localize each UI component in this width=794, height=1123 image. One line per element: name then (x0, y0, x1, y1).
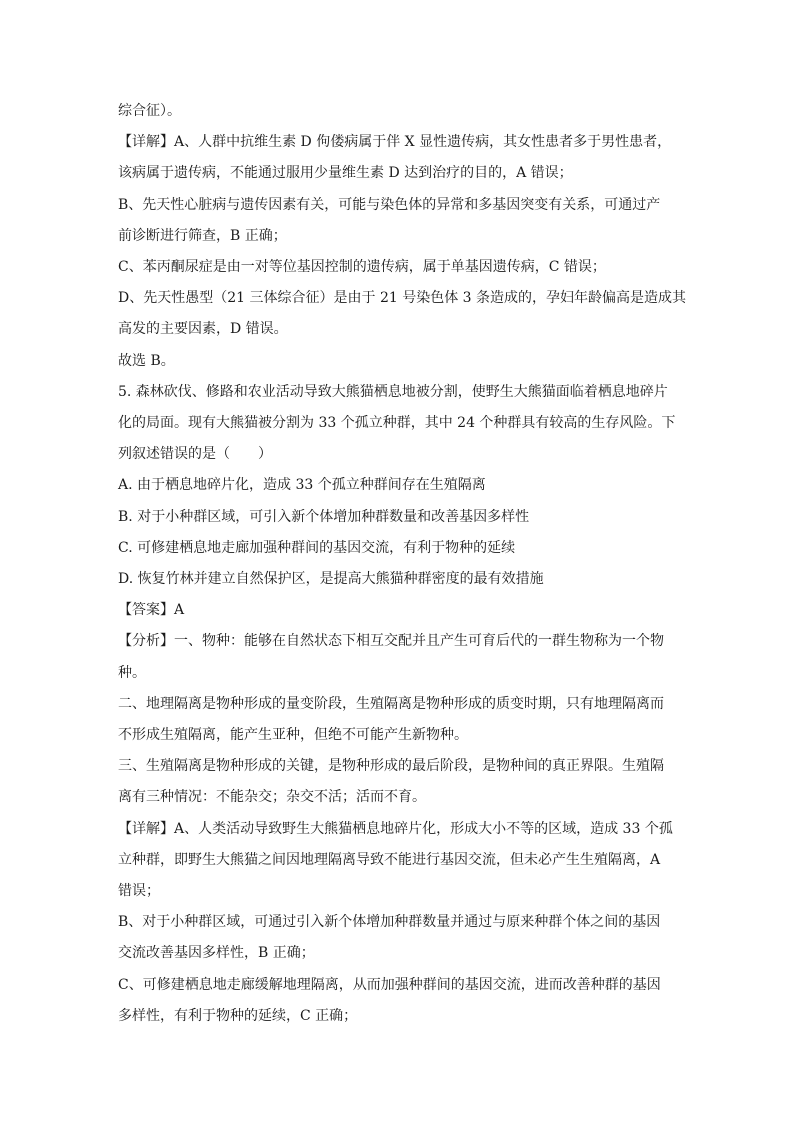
text-line: C、苯丙酮尿症是由一对等位基因控制的遗传病，属于单基因遗传病，C 错误； (118, 259, 606, 276)
analysis-line: 二、地理隔离是物种形成的量变阶段，生殖隔离是物种形成的质变时期，只有地理隔离而 (118, 695, 664, 712)
analysis-line: 离有三种情况：不能杂交；杂交不活；活而不育。 (118, 789, 426, 806)
option-b: B. 对于小种群区域，可引入新个体增加种群数量和改善基因多样性 (118, 508, 530, 525)
text-line: 前诊断进行筛查，B 正确； (118, 227, 287, 244)
option-c: C. 可修建栖息地走廊加强种群间的基因交流，有利于物种的延续 (118, 539, 516, 556)
text-line: B、先天性心脏病与遗传因素有关，可能与染色体的异常和多基因突变有关系，可通过产 (118, 196, 661, 213)
analysis-line: 种。 (118, 664, 146, 681)
answer-line: 【答案】A (118, 602, 185, 619)
question-stem-line: 5. 森林砍伐、修路和农业活动导致大熊猫栖息地被分割，使野生大熊猫面临着栖息地碎片 (118, 383, 668, 400)
explanation-line: 多样性，有利于物种的延续，C 正确； (118, 1007, 358, 1024)
document-page (118, 96, 687, 1032)
analysis-line: 三、生殖隔离是物种形成的关键，是物种形成的最后阶段，是物种间的真正界限。生殖隔 (118, 758, 664, 775)
analysis-line: 不形成生殖隔离，能产生亚种，但绝不可能产生新物种。 (118, 727, 468, 744)
text-line: 故选 B。 (118, 352, 175, 369)
explanation-line: C、可修建栖息地走廊缓解地理隔离，从而加强种群间的基因交流，进而改善种群的基因 (118, 976, 661, 993)
text-line: 该病属于遗传病，不能通过服用少量维生素 D 达到治疗的目的，A 错误； (118, 165, 573, 182)
explanation-line: 错误； (118, 883, 160, 900)
text-line: D、先天性愚型（21 三体综合征）是由于 21 号染色体 3 条造成的，孕妇年龄偏高是造成其 (118, 290, 687, 307)
text-line: 【详解】A、人群中抗维生素 D 佝偻病属于伴 X 显性遗传病，其女性患者多于男性患者， (118, 134, 672, 151)
explanation-line: 【详解】A、人类活动导致野生大熊猫栖息地碎片化，形成大小不等的区域，造成 33 个孤 (118, 820, 673, 837)
text-line: 综合征）。 (118, 103, 181, 119)
explanation-line: 交流改善基因多样性，B 正确； (118, 945, 315, 962)
question-stem-line: 化的局面。现有大熊猫被分割为 33 个孤立种群，其中 24 个种群具有较高的生存风险。下 (118, 415, 676, 432)
question-stem-line: 列叙述错误的是（ ） (118, 446, 272, 463)
option-a: A. 由于栖息地碎片化，造成 33 个孤立种群间存在生殖隔离 (118, 477, 486, 494)
text-line: 高发的主要因素，D 错误。 (118, 321, 288, 338)
analysis-line: 【分析】一、物种：能够在自然状态下相互交配并且产生可育后代的一群生物称为一个物 (118, 633, 664, 650)
explanation-line: 立种群，即野生大熊猫之间因地理隔离导致不能进行基因交流，但未必产生生殖隔离，A (118, 851, 661, 868)
option-d: D. 恢复竹林并建立自然保护区，是提高大熊猫种群密度的最有效措施 (118, 571, 544, 588)
explanation-line: B、对于小种群区域，可通过引入新个体增加种群数量并通过与原来种群个体之间的基因 (118, 914, 661, 931)
